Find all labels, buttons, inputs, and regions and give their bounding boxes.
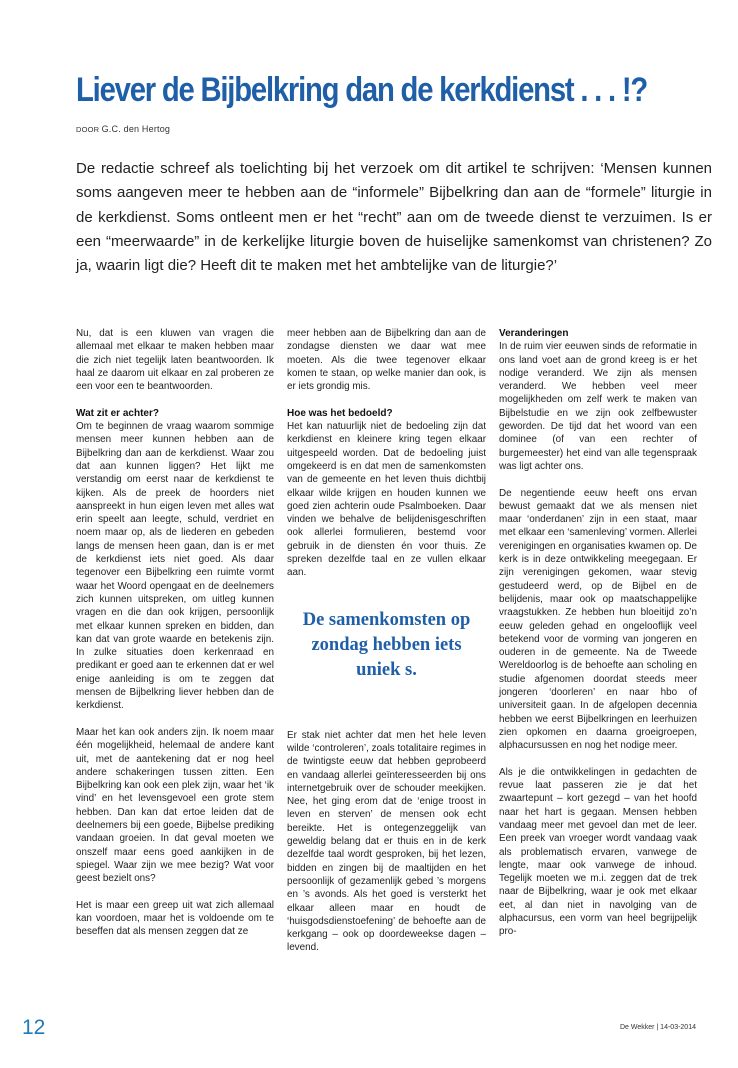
paragraph: meer hebben aan de Bijbelkring dan aan de zondagse diensten we daar wat mee moeten. Als die twee tegenover elkaar komen te staan, op welke manier dan ook, is er iets grondig mis. [287,328,486,393]
byline-prefix: DOOR [76,125,100,134]
article-title: Liever de Bijbelkring dan de kerkdienst . . . !? [76,71,648,109]
paragraph: Nu, dat is een kluwen van vragen die allemaal met elkaar te maken hebben maar die zich niet tegelijk laten beantwoorden. Ik haal ze daarom uit elkaar en zal proberen ze een voor een te beantwoorden. [76,328,274,393]
column-2 [287,327,486,968]
paragraph: Er stak niet achter dat men het hele leven wilde ‘controleren’, zoals totalitaire regimes in de twintigste eeuw dat hebben geprobeerd en vandaag allerlei geïnteresseerden bij ons internetgebruik over de schouder meekijken. Nee, het ging erom dat de ‘enige troost in leven en sterven’ de mensen ook echt bereikte. Het is ontegenzeggelijk van geweldig belang dat er thuis en in de kerk dezelfde taal wordt gesproken, bij het lezen, bidden en zingen bij de maaltijden en het persoonlijk of gezamenlijk gebed ’s morgens en ’s avonds. Als het goed is versterkt het elkaar alleen maar en houdt de ‘huisgodsdienstoefening’ de behoefte aan de kerkgang – ook op doordeweekse dagen – levend. [287,729,486,954]
paragraph: De negentiende eeuw heeft ons ervan bewust gemaakt dat we als mensen niet maar ‘onderdanen’ zijn in een staat, maar met elkaar een ‘samenleving’ vormen. Allerlei verenigingen en organisaties kwamen op. De kerk is in deze ontwikkeling meegegaan. Er zijn verenigingen gekomen, waar stevig gestudeerd werd, op de Bijbel en de belijdenis, maar ook op maatschappelijke vraagstukken. Ze hebben hun bloeitijd zo’n eeuw geleden gehad en ongelooflijk veel betekend voor de vorming van jongeren en ouderen in de gemeente. Na de Tweede Wereldoorlog is de behoefte aan scholing en studie afgenomen doordat steeds meer jongeren ‘doorleren’ en naar hbo of universiteit gaan. In de afgelopen decennia hebben we eerst Bijbelkringen en leerhuizen zien opkomen en daarna groeigroepen, alphacursussen en nog het nodige meer. [499,487,697,752]
publication-footer: De Wekker | 14-03-2014 [619,1024,696,1031]
column-3 [499,327,697,952]
paragraph: Als je die ontwikkelingen in gedachten de revue laat passeren zie je dat het zwaartepunt – kort gezegd – van het hoofd naar het hart is gegaan. Mensen hebben vandaag meer met gevoel dan met de leer. Een preek van vroeger wordt vandaag vaak als problematisch ervaren, vanwege de lengte, maar ook vanwege de inhoud. Tegelijk moeten we m.i. zeggen dat de trek naar de Bijbelkring, waar je ook met elkaar eet, al dan niet in navolging van de alphacursus, een vorm van heel begrijpelijk pro- [499,766,697,938]
paragraph: Om te beginnen de vraag waarom sommige mensen meer kunnen hebben aan de Bijbelkring dan aan de kerkdienst. Waar zou dat aan kunnen liggen? Het lijkt me verstandig om eerst naar de kerkdienst te kijken. Als de preek de hoorders niet aanspreekt in hun eigen leven met alles wat erin speelt aan leegte, schuld, verdriet en noem maar op, als de liederen en gebeden langs de mensen heen gaan, dan is er met de kerkdienst iets niet goed. Als daar tegenover een Bijbelkring een ruimte vormt waar het Woord opengaat en de deelnemers zich kunnen uitspreken, om uitleg kunnen vragen en die dan ook krijgen, persoonlijk met elkaar kunnen spreken en bidden, dan kan dat van grote waarde en betekenis zijn. In zulke situaties doen kerkenraad en predikant er goed aan te erkennen dat er wel enige aanleiding is om te zeggen dat mensen de Bijbelkring liever hebben dan de kerkdienst. [76,421,274,712]
paragraph: In de ruim vier eeuwen sinds de reformatie in ons land voet aan de grond kreeg is er het nodige veranderd. We zijn als mensen veranderd. We hebben veel meer mogelijkheden om zelf werk te maken van Bijbelstudie en we zijn ook zelfbewuster geworden. De tijd dat het woord van een dominee (of van een rechter of burgemeester) het eind van alle tegenspraak was ligt achter ons. [499,341,697,472]
paragraph: Maar het kan ook anders zijn. Ik noem maar één mogelijkheid, helemaal de andere kant uit, met de aantekening dat er nog heel andere schakeringen tussen zitten. Een Bijbelkring kan ook een plek zijn, waar het ‘ik vind’ en het levensgevoel een grote stem hebben. Dan kan dat ertoe leiden dat de deelnemers bij een goede, Bijbelse prediking vandaan groeien. In dat geval moeten we onszelf maar eens goed aankijken in de spiegel. Waar zijn we mee bezig? Wat voor geest bezielt ons? [76,726,274,885]
paragraph: Het is maar een greep uit wat zich allemaal kan voordoen, maar het is voldoende om te beseffen dat als mensen zeggen dat ze [76,899,274,938]
column-1 [76,327,274,952]
intro-paragraph: De redactie schreef als toelichting bij het verzoek om dit artikel te schrijven: ‘Mensen kunnen soms aangeven meer te hebben aan de “informele” Bijbelkring dan aan de “formele” liturgie in de kerkdienst. Soms ontleent men er het “recht” aan om de tweede dienst te verzuimen. Is er een “meerwaarde” in de kerkelijke liturgie boven de huiselijke samenkomst van christenen? Zo ja, waarin ligt die? Heeft dit te maken met het ambtelijke van de liturgie?’ [76,160,712,275]
author-name: G.C. den Hertog [101,124,171,134]
paragraph: Het kan natuurlijk niet de bedoeling zijn dat kerkdienst en kleinere kring tegen elkaar uitgespeeld worden. Dat de bedoeling juist omgekeerd is en dat men de samenkomsten van de gemeente en het leven thuis dichtbij elkaar wilde krijgen en houden kunnen we goed zien achterin oude Psalmboeken. Daar vinden we behalve de belijdenisgeschriften ook allerlei formulieren, bestemd voor gebruik in de diensten én voor thuis. Ze spreken dezelfde taal en ze vullen elkaar aan. [287,421,486,579]
page-number: 12 [22,1016,46,1039]
section-heading: Veranderingen [499,328,569,339]
pull-quote: De samenkomsten op zondag hebben iets uniek s. [302,609,471,680]
section-heading: Wat zit er achter? [76,407,159,419]
byline [76,124,170,134]
section-heading: Hoe was het bedoeld? [287,407,393,419]
